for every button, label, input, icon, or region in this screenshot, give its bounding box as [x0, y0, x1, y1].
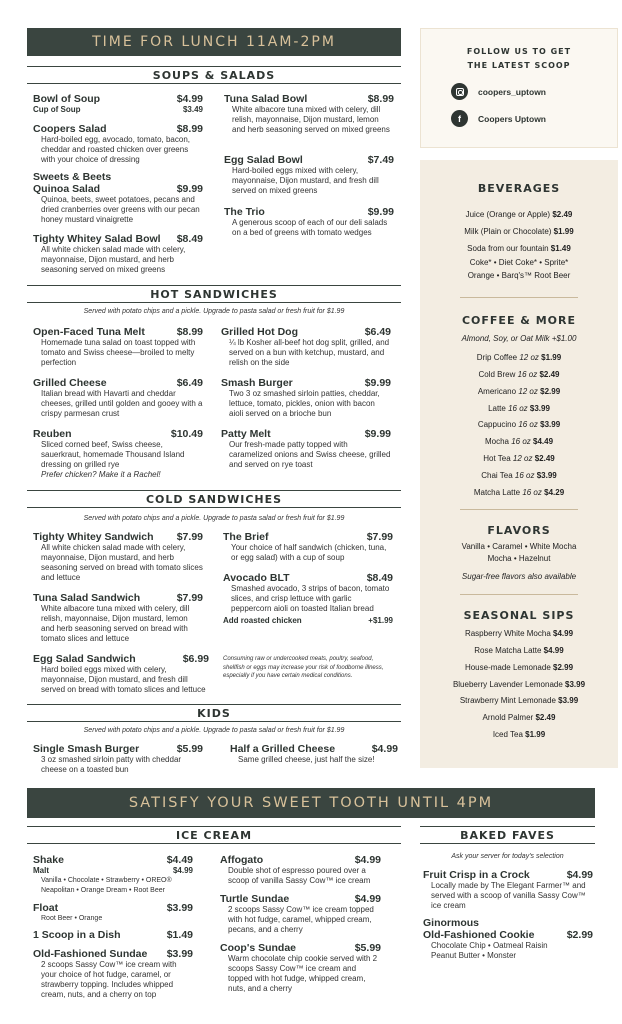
item-price: $9.99 — [367, 206, 394, 218]
instagram-link[interactable] — [451, 83, 617, 100]
item-desc: Your choice of half sandwich (chicken, tuna, or egg salad) with a cup of soup — [231, 543, 387, 562]
item-subprice: $4.99 — [172, 866, 193, 875]
item-name: Tuna Salad Sandwich — [33, 592, 141, 604]
item-desc: Smashed avocado, 3 strips of bacon, tomato slices, and crisp lettuce with garlic peppercorn aioli on toasted Italian bread — [231, 584, 390, 613]
item-price: $7.99 — [366, 531, 393, 543]
item-name: Patty Melt — [221, 428, 271, 440]
item-name: Bowl of Soup — [33, 93, 101, 105]
addon-label: Add roasted chicken — [223, 616, 302, 625]
hot-heading-text: HOT SANDWICHES — [150, 287, 278, 301]
item-price: $7.99 — [176, 531, 203, 543]
item-subname: Malt — [33, 866, 49, 875]
coffee-list — [420, 350, 618, 501]
item-name: Affogato — [220, 854, 264, 866]
beverage-line: Milk (Plain or Chocolate) $1.99 — [464, 226, 574, 236]
menu-item — [33, 123, 203, 165]
coffee-line: Chai Tea 16 oz $3.99 — [481, 470, 557, 480]
item-name: Egg Salad Sandwich — [33, 653, 136, 665]
drinks-panel — [420, 160, 618, 768]
beverages-list — [420, 207, 618, 283]
menu-item — [221, 377, 391, 419]
item-desc: Peanut Butter • Monster — [431, 951, 517, 960]
seasonal-line: Iced Tea $1.99 — [492, 729, 546, 739]
seasonal-line: Arnold Palmer $2.49 — [482, 713, 556, 723]
item-name: Ginormous — [423, 917, 480, 929]
item-desc: A generous scoop of each of our deli salads on a bed of greens with tomato wedges — [232, 218, 388, 237]
item-price: $9.99 — [176, 183, 203, 195]
divider — [460, 509, 578, 510]
item-name: Grilled Hot Dog — [221, 326, 298, 338]
item-price: $6.49 — [364, 326, 391, 338]
menu-item — [33, 902, 193, 924]
instagram-handle: coopers_uptown — [478, 86, 547, 97]
coffee-line: Matcha Latte 16 oz $4.29 — [473, 487, 565, 497]
seasonal-line: Rose Matcha Latte $4.99 — [474, 645, 564, 655]
menu-item — [220, 893, 381, 935]
icecream-heading-text: ICE CREAM — [175, 828, 253, 842]
coffee-line: Latte 16 oz $3.99 — [488, 403, 550, 413]
coffee-line: Mocha 16 oz $4.49 — [484, 437, 554, 447]
item-name: Coop's Sundae — [220, 942, 297, 954]
item-price: $9.99 — [364, 377, 391, 389]
menu-item — [33, 948, 193, 1000]
food-disclaimer: Consuming raw or undercooked meats, poultry, seafood, shellfish or eggs may increase your risk of foodborne illness, especially if you have certain medical conditions. — [223, 656, 384, 679]
item-name: Egg Salad Bowl — [224, 154, 303, 166]
kids-heading-text: KIDS — [197, 706, 231, 720]
item-price: $6.49 — [176, 377, 203, 389]
item-name: Half a Grilled Cheese — [230, 743, 336, 755]
seasonal-heading: SEASONAL SIPS — [463, 609, 575, 623]
item-price: $9.99 — [364, 428, 391, 440]
menu-item — [223, 572, 393, 626]
menu-item — [33, 377, 203, 419]
menu-item — [223, 531, 393, 563]
flavors-heading: FLAVORS — [487, 524, 551, 538]
item-desc: Sliced corned beef, Swiss cheese, sauerkraut, homemade Thousand Island dressing on grilled rye — [41, 440, 185, 469]
beverage-line: Juice (Orange or Apple) $2.49 — [465, 210, 573, 219]
item-desc: Homemade tuna salad on toast topped with tomato and Swiss cheese—broiled to melty perfection — [41, 338, 196, 367]
facebook-icon: f — [451, 110, 468, 127]
item-name: The Brief — [223, 531, 269, 543]
item-desc: White albacore tuna mixed with celery, dill relish, mayonnaise, Dijon mustard, lemon and herb seasoning served on mixed greens — [232, 105, 390, 134]
item-name: Turtle Sundae — [220, 893, 290, 905]
item-price: $4.99 — [566, 869, 593, 881]
flavors-note: Sugar-free flavors also available — [461, 572, 577, 582]
item-desc: Vanilla • Chocolate • Strawberry • OREO® — [41, 877, 172, 884]
sweet-banner — [27, 788, 595, 818]
hot-heading — [27, 285, 401, 303]
facebook-handle: Coopers Uptown — [478, 113, 546, 124]
menu-item — [33, 233, 203, 275]
menu-item — [33, 653, 209, 695]
item-name: The Trio — [224, 206, 265, 218]
menu-item — [33, 531, 203, 583]
divider — [460, 594, 578, 595]
item-desc: 2 scoops Sassy Cow™ ice cream with your choice of hot fudge, caramel, or strawberry topping. Includes whipped cream, nuts, and a cherry on top — [41, 960, 177, 999]
soups-heading — [27, 66, 401, 84]
flavors-line: Mocha • Hazelnut — [487, 554, 551, 564]
menu-item — [33, 428, 203, 480]
cold-heading — [27, 490, 401, 508]
item-desc: ¼ lb Kosher all-beef hot dog split, grilled, and served on a bun with ketchup, mustard, and relish on the side — [229, 338, 390, 367]
item-desc: 3 oz smashed sirloin patty with cheddar cheese on a toasted bun — [41, 755, 182, 774]
item-name: Coopers Salad — [33, 123, 107, 135]
seasonal-line: House-made Lemonade $2.99 — [464, 662, 574, 672]
item-price: $7.99 — [176, 592, 203, 604]
item-price: $5.99 — [354, 942, 381, 954]
item-price: $3.99 — [166, 902, 193, 914]
menu-item — [33, 93, 203, 115]
item-desc: Hard-boiled egg, avocado, tomato, bacon, cheddar and roasted chicken over greens with your choice of dressing — [41, 135, 190, 164]
menu-item — [220, 942, 381, 994]
item-name: Old-Fashioned Sundae — [33, 948, 148, 960]
flavors-line: Vanilla • Caramel • White Mocha — [461, 542, 577, 552]
coffee-heading: COFFEE & MORE — [461, 314, 576, 328]
coffee-line: Americano 12 oz $2.99 — [477, 386, 561, 396]
item-price: $6.99 — [182, 653, 209, 665]
menu-item — [423, 917, 593, 961]
icecream-heading — [27, 826, 401, 844]
baked-heading-text: BAKED FAVES — [460, 828, 555, 842]
item-price: $4.99 — [176, 93, 203, 105]
item-name: Avocado BLT — [223, 572, 290, 584]
facebook-link[interactable] — [451, 110, 617, 127]
coffee-line: Cold Brew 16 oz $2.49 — [478, 369, 560, 379]
item-price: $3.99 — [166, 948, 193, 960]
item-desc: Double shot of espresso poured over a scoop of vanilla Sassy Cow™ ice cream — [228, 866, 371, 885]
item-price: $8.49 — [366, 572, 393, 584]
item-desc: Warm chocolate chip cookie served with 2 scoops Sassy Cow™ ice cream and topped with hot fudge, whipped cream, nuts, and a cherry — [228, 954, 378, 993]
item-price: $8.49 — [176, 233, 203, 245]
item-price: $7.49 — [367, 154, 394, 166]
menu-item — [33, 592, 203, 644]
item-desc: White albacore tuna mixed with celery, dill relish, mayonnaise, Dijon mustard, lemon and herb seasoning served on bread with tomato slices and lettuce — [41, 604, 190, 643]
item-desc: 2 scoops Sassy Cow™ ice cream topped with hot fudge, caramel, whipped cream, pecans, and a cherry — [228, 905, 374, 934]
item-name: Sweets & Beets — [33, 171, 112, 183]
coffee-line: Cappucino 16 oz $3.99 — [477, 420, 561, 430]
kids-heading — [27, 704, 401, 722]
item-subname: Cup of Soup — [33, 105, 81, 114]
item-name: Shake — [33, 854, 64, 866]
follow-box — [420, 28, 618, 148]
coffee-line: Drip Coffee 12 oz $1.99 — [476, 353, 562, 363]
item-name: Grilled Cheese — [33, 377, 107, 389]
seasonal-list — [420, 626, 618, 744]
item-desc: Italian bread with Havarti and cheddar cheeses, grilled until golden and gooey with a crispy parmesan crust — [41, 389, 203, 418]
seasonal-line: Raspberry White Mocha $4.99 — [464, 629, 574, 639]
instagram-icon — [451, 83, 468, 100]
item-desc: Root Beer • Orange — [41, 915, 103, 922]
item-desc: All white chicken salad made with celery, mayonnaise, Dijon mustard, and herb seasoning served on bread with tomato slices and lettuce — [41, 543, 203, 582]
follow-title: FOLLOW US TO GET THE LATEST SCOOP — [466, 47, 572, 70]
cold-note: Served with potato chips and a pickle. Upgrade to pasta salad or fresh fruit for $1.99 — [83, 515, 345, 522]
baked-note: Ask your server for today's selection — [451, 853, 564, 860]
item-desc: Hard boiled eggs mixed with celery, mayonnaise, Dijon mustard, and fresh dill served on bread with tomato slices and lettuce — [41, 665, 206, 694]
item-desc: Quinoa, beets, sweet potatoes, pecans and dried cranberries over greens with our pecan honey mustard vinaigrette — [41, 195, 200, 224]
coffee-note: Almond, Soy, or Oat Milk +$1.00 — [461, 334, 577, 344]
item-price: $4.49 — [166, 854, 193, 866]
item-name: Reuben — [33, 428, 72, 440]
item-name: Single Smash Burger — [33, 743, 140, 755]
item-price: $5.99 — [176, 743, 203, 755]
hot-note: Served with potato chips and a pickle. Upgrade to pasta salad or fresh fruit for $1.99 — [83, 308, 345, 315]
item-price: $8.99 — [176, 326, 203, 338]
seasonal-line: Strawberry Mint Lemonade $3.99 — [459, 696, 579, 706]
menu-item — [221, 326, 391, 368]
menu-item — [33, 743, 203, 775]
menu-item — [224, 206, 394, 238]
coffee-line: Hot Tea 12 oz $2.49 — [483, 453, 555, 463]
item-desc: Same grilled cheese, just half the size! — [238, 755, 375, 764]
item-subprice: $3.49 — [182, 105, 203, 114]
item-extra: Prefer chicken? Make it a Rachel! — [41, 470, 161, 479]
menu-item — [230, 743, 398, 765]
item-price: $8.99 — [367, 93, 394, 105]
item-desc: Two 3 oz smashed sirloin patties, cheddar, lettuce, tomato, pickles, onion with bacon aioli served on a brioche bun — [229, 389, 380, 418]
menu-item — [224, 93, 394, 135]
item-name: Smash Burger — [221, 377, 293, 389]
item-desc: Locally made by The Elegant Farmer™ and served with a scoop of vanilla Sassy Cow™ ice cream — [431, 881, 586, 910]
menu-item — [33, 326, 203, 368]
item-desc: Chocolate Chip • Oatmeal Raisin — [431, 941, 548, 950]
item-price: $4.99 — [354, 854, 381, 866]
item-name-line2: Old-Fashioned Cookie — [423, 929, 535, 941]
item-name: Tuna Salad Bowl — [224, 93, 308, 105]
menu-item — [423, 869, 593, 911]
item-desc: Hard-boiled eggs mixed with celery, mayonnaise, Dijon mustard, and fresh dill served on mixed greens — [232, 166, 379, 195]
item-name: Tighty Whitey Salad Bowl — [33, 233, 161, 245]
item-name-line2: Quinoa Salad — [33, 183, 101, 195]
sweet-banner-text: SATISFY YOUR SWEET TOOTH UNTIL 4PM — [128, 795, 494, 811]
item-desc: All white chicken salad made with celery, mayonnaise, Dijon mustard, and herb seasoning served on mixed greens — [41, 245, 186, 274]
item-price: $1.49 — [166, 929, 193, 941]
lunch-banner — [27, 28, 401, 56]
item-price: $4.99 — [371, 743, 398, 755]
item-name: Float — [33, 902, 59, 914]
item-price: $10.49 — [170, 428, 203, 440]
beverage-line: Coke* • Diet Coke* • Sprite* — [469, 258, 569, 268]
item-desc: Our fresh-made patty topped with caramelized onions and Swiss cheese, grilled and served on rye toast — [229, 440, 391, 469]
lunch-banner-text: TIME FOR LUNCH 11AM-2PM — [92, 34, 336, 50]
kids-note: Served with potato chips and a pickle. Upgrade to pasta salad or fresh fruit for $1.99 — [83, 727, 345, 734]
divider — [460, 297, 578, 298]
item-name: Fruit Crisp in a Crock — [423, 869, 530, 881]
item-name: 1 Scoop in a Dish — [33, 929, 121, 941]
baked-heading — [420, 826, 595, 844]
menu-item — [224, 154, 394, 196]
item-price: $4.99 — [354, 893, 381, 905]
soups-heading-text: SOUPS & SALADS — [152, 68, 276, 82]
item-price: $2.99 — [566, 929, 593, 941]
menu-item — [221, 428, 391, 470]
beverages-heading: BEVERAGES — [477, 182, 561, 195]
menu-item — [33, 854, 193, 896]
beverage-line: Soda from our fountain $1.49 — [467, 243, 571, 253]
menu-item — [33, 929, 193, 941]
beverage-line: Orange • Barq's™ Root Beer — [467, 271, 571, 281]
item-name: Tighty Whitey Sandwich — [33, 531, 154, 543]
item-name: Open-Faced Tuna Melt — [33, 326, 145, 338]
item-price: $8.99 — [176, 123, 203, 135]
cold-heading-text: COLD SANDWICHES — [145, 492, 283, 506]
item-desc: Neapolitan • Orange Dream • Root Beer — [41, 887, 165, 894]
addon-price: +$1.99 — [368, 616, 393, 625]
seasonal-line: Blueberry Lavender Lemonade $3.99 — [452, 679, 586, 689]
menu-item — [220, 854, 381, 886]
menu-item — [33, 171, 203, 225]
